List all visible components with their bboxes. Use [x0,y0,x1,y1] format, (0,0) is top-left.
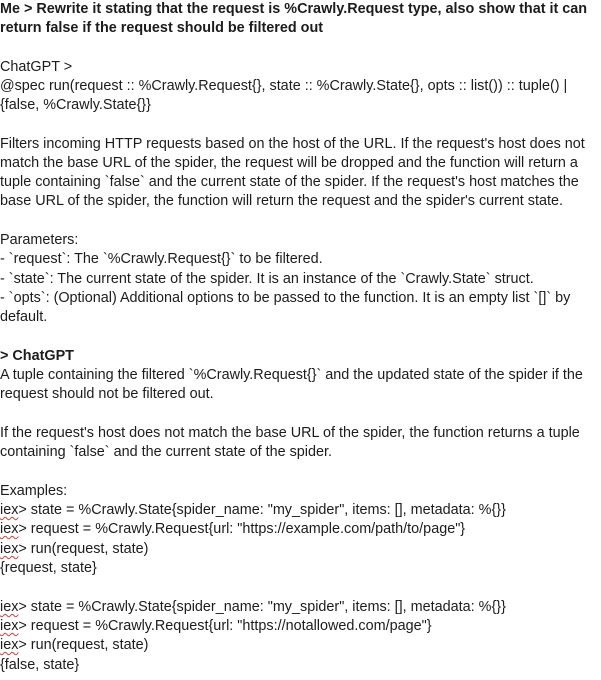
example2-state-command: > state = %Crawly.State{spider_name: "my_spider", items: [], metadata: %{}} [18,599,506,615]
false-case-line-1: If the request's host does not match the base URL of the spider, the function returns a tuple [0,425,580,441]
example1-run-line [0,540,148,559]
parameter-state: - `state`: The current state of the spider. It is an instance of the `Crawly.State` struct. [0,271,534,287]
examples-heading: Examples: [0,483,68,499]
parameter-opts: - `opts`: (Optional) Additional options to be passed to the function. It is an empty list `[]` by [0,290,571,306]
iex-prompt: iex [0,599,19,615]
iex-prompt: iex [0,521,19,537]
iex-prompt: iex [0,637,19,653]
example1-run-command: > run(request, state) [18,541,149,557]
example1-request-command: > request = %Crawly.Request{url: "https://example.com/path/to/page"} [18,521,466,537]
description-line-4: base URL of the spider, the function will return the request and the spider's current state. [0,193,563,209]
example2-run-line [0,636,148,655]
iex-prompt: iex [0,618,19,634]
spec-line-2: {false, %Crawly.State{}} [0,97,151,113]
example1-state-command: > state = %Crawly.State{spider_name: "my_spider", items: [], metadata: %{}} [18,502,506,518]
parameter-request: - `request`: The `%Crawly.Request{}` to be filtered. [0,251,323,267]
assistant-speaker-label: ChatGPT > [0,59,73,75]
iex-prompt: iex [0,541,19,557]
returns-line-1: A tuple containing the filtered `%Crawly.Request{}` and the updated state of the spider if the [0,367,583,383]
example1-request-line [0,520,465,539]
section-heading-chatgpt: > ChatGPT [0,348,74,364]
example2-run-command: > run(request, state) [18,637,149,653]
description-line-1: Filters incoming HTTP requests based on the host of the URL. If the request's host does not [0,136,585,152]
returns-line-2: request should not be filtered out. [0,386,214,402]
false-case-line-2: containing `false` and the current state of the spider. [0,444,332,460]
example2-state-line [0,598,506,617]
example2-result: {false, state} [0,657,80,673]
iex-prompt: iex [0,502,19,518]
user-prompt-line-1: Me > Rewrite it stating that the request is %Crawly.Request type, also show that it can [0,1,588,17]
spec-line-1: @spec run(request :: %Crawly.Request{}, state :: %Crawly.State{}, opts :: list()) :: tuple() | [0,78,568,94]
example2-request-command: > request = %Crawly.Request{url: "https://notallowed.com/page"} [18,618,432,634]
description-line-3: tuple containing `false` and the current state of the spider. If the request's host matches the [0,174,579,190]
example2-request-line [0,617,432,636]
parameters-heading: Parameters: [0,232,79,248]
example1-result: {request, state} [0,560,97,576]
example1-state-line [0,501,506,520]
description-line-2: match the base URL of the spider, the request will be dropped and the function will return a [0,155,578,171]
parameter-opts-continued: default. [0,309,48,325]
user-prompt-line-2: return false if the request should be filtered out [0,20,324,36]
